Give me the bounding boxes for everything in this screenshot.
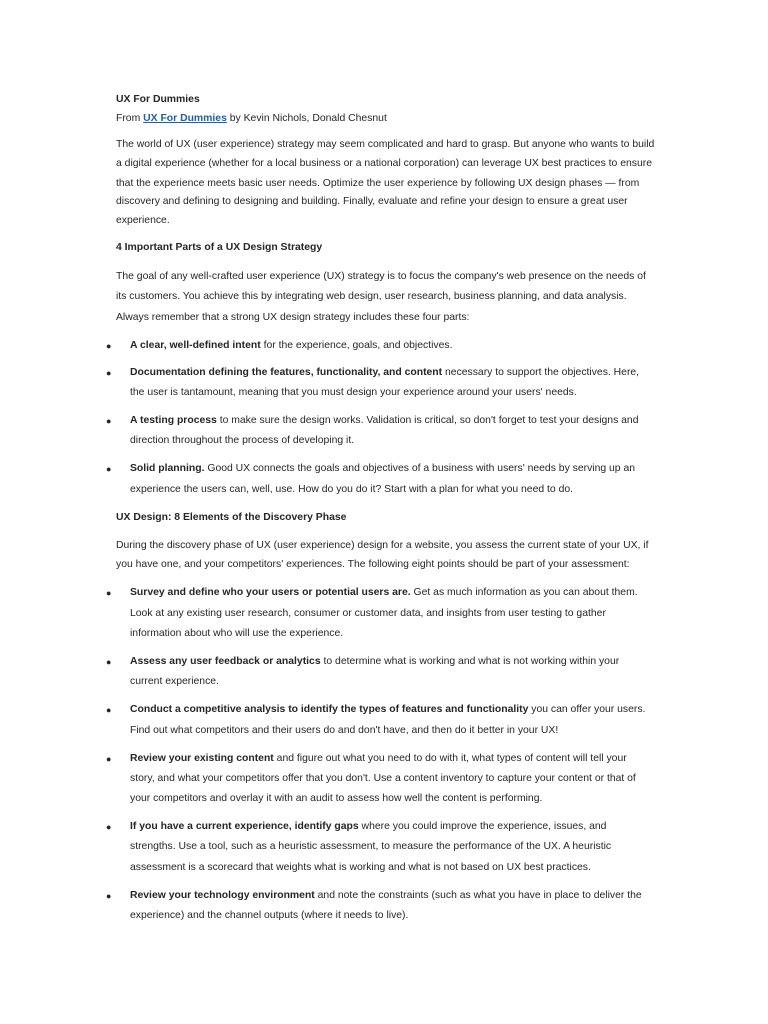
list-item-line: Look at any existing user research, consumer or customer data, and insights from user testing to gather xyxy=(130,608,606,619)
list-item-line xyxy=(130,414,639,428)
section-heading: UX Design: 8 Elements of the Discovery Phase xyxy=(116,512,347,523)
list-item-text: for the experience, goals, and objectives. xyxy=(260,340,453,351)
list-item-lead: Documentation defining the features, functionality, and content xyxy=(130,367,443,378)
intro-line: experience. xyxy=(116,215,170,226)
list-item-line: information about who will use the experience. xyxy=(130,628,344,639)
bullet-icon: ● xyxy=(106,368,112,378)
document-title: UX For Dummies xyxy=(116,94,200,105)
list-item-line xyxy=(130,820,606,834)
list-item-line: current experience. xyxy=(130,676,219,687)
list-item-line: assessment is a scorecard that weights what is working and what is not based on UX best practices. xyxy=(130,862,591,873)
paragraph-line: During the discovery phase of UX (user experience) design for a website, you assess the current state of your UX, if xyxy=(116,540,649,551)
list-item-text: where you could improve the experience, issues, and xyxy=(358,821,607,832)
section-heading: 4 Important Parts of a UX Design Strategy xyxy=(116,242,323,253)
list-item-lead: Review your technology environment xyxy=(130,890,315,901)
list-item-lead: A clear, well-defined intent xyxy=(130,340,261,351)
list-item-text: you can offer your users. xyxy=(528,704,646,715)
list-item-line: your competitors and overlay it with an audit to assess how well the content is performing. xyxy=(130,793,543,804)
paragraph-line: Always remember that a strong UX design strategy includes these four parts: xyxy=(116,312,470,323)
bullet-icon: ● xyxy=(106,588,112,598)
byline xyxy=(116,112,387,126)
paragraph-line: its customers. You achieve this by integrating web design, user research, business planning, and data analysis. xyxy=(116,291,627,302)
list-item-lead: A testing process xyxy=(130,415,217,426)
list-item-line: story, and what your competitors offer that you don't. Use a content inventory to capture your content or that of xyxy=(130,773,636,784)
list-item-line: experience the users can, well, use. How do you do it? Start with a plan for what you need to do. xyxy=(130,484,574,495)
list-item-lead: Survey and define who your users or potential users are. xyxy=(130,587,411,598)
byline-from: From xyxy=(116,113,141,124)
list-item-lead: Conduct a competitive analysis to identify the types of features and functionality xyxy=(130,704,529,715)
list-item-line xyxy=(130,889,642,903)
list-item-text: to make sure the design works. Validation is critical, so don't forget to test your designs and xyxy=(216,415,639,426)
bullet-icon: ● xyxy=(106,657,112,667)
list-item-line xyxy=(130,462,635,476)
list-item-line xyxy=(130,339,452,353)
list-item-line xyxy=(130,586,638,600)
list-item-line: the user is tantamount, meaning that you must design your experience around your users' needs. xyxy=(130,387,577,398)
intro-line: that the experience meets basic user needs. Optimize the user experience by following UX design phases — from xyxy=(116,178,640,189)
list-item-line xyxy=(130,703,645,717)
list-item-text: and figure out what you need to do with it, what types of content will tell your xyxy=(273,753,627,764)
list-item-line xyxy=(130,366,639,380)
bullet-icon: ● xyxy=(106,754,112,764)
list-item-text: to determine what is working and what is not working within your xyxy=(320,656,620,667)
byline-authors: by Kevin Nichols, Donald Chesnut xyxy=(229,113,387,124)
list-item-line: experience) and the channel outputs (where it needs to live). xyxy=(130,910,409,921)
list-item-lead: Solid planning. xyxy=(130,463,205,474)
paragraph-line: The goal of any well-crafted user experience (UX) strategy is to focus the company's web presence on the needs of xyxy=(116,271,646,282)
intro-line: a digital experience (whether for a local business or a national corporation) can leverage UX best practices to ensure xyxy=(116,158,652,169)
list-item-lead: Assess any user feedback or analytics xyxy=(130,656,321,667)
paragraph-line: you have one, and your competitors' experiences. The following eight points should be part of your assessment: xyxy=(116,559,630,570)
list-item-line: direction throughout the process of developing it. xyxy=(130,435,355,446)
bullet-icon: ● xyxy=(106,341,112,351)
list-item-lead: Review your existing content xyxy=(130,753,274,764)
bullet-icon: ● xyxy=(106,464,112,474)
bullet-icon: ● xyxy=(106,705,112,715)
list-item-line: Find out what competitors and their users do and don't have, and then do it better in your UX! xyxy=(130,725,559,736)
bullet-icon: ● xyxy=(106,891,112,901)
list-item-text: necessary to support the objectives. Here, xyxy=(442,367,640,378)
bullet-icon: ● xyxy=(106,416,112,426)
bullet-icon: ● xyxy=(106,822,112,832)
list-item-line: strengths. Use a tool, such as a heuristic assessment, to measure the performance of the UX. A heuristic xyxy=(130,841,612,852)
list-item-line xyxy=(130,655,619,669)
list-item-text: and note the constraints (such as what you have in place to deliver the xyxy=(314,890,642,901)
source-link[interactable]: UX For Dummies xyxy=(143,113,227,124)
intro-line: discovery and defining to designing and building. Finally, evaluate and refine your design to ensure a great user xyxy=(116,196,628,207)
list-item-line xyxy=(130,752,627,766)
intro-line: The world of UX (user experience) strategy may seem complicated and hard to grasp. But anyone who wants to build xyxy=(116,139,655,150)
list-item-text: Get as much information as you can about them. xyxy=(410,587,638,598)
list-item-text: Good UX connects the goals and objectives of a business with users' needs by serving up an xyxy=(204,463,636,474)
list-item-lead: If you have a current experience, identify gaps xyxy=(130,821,359,832)
